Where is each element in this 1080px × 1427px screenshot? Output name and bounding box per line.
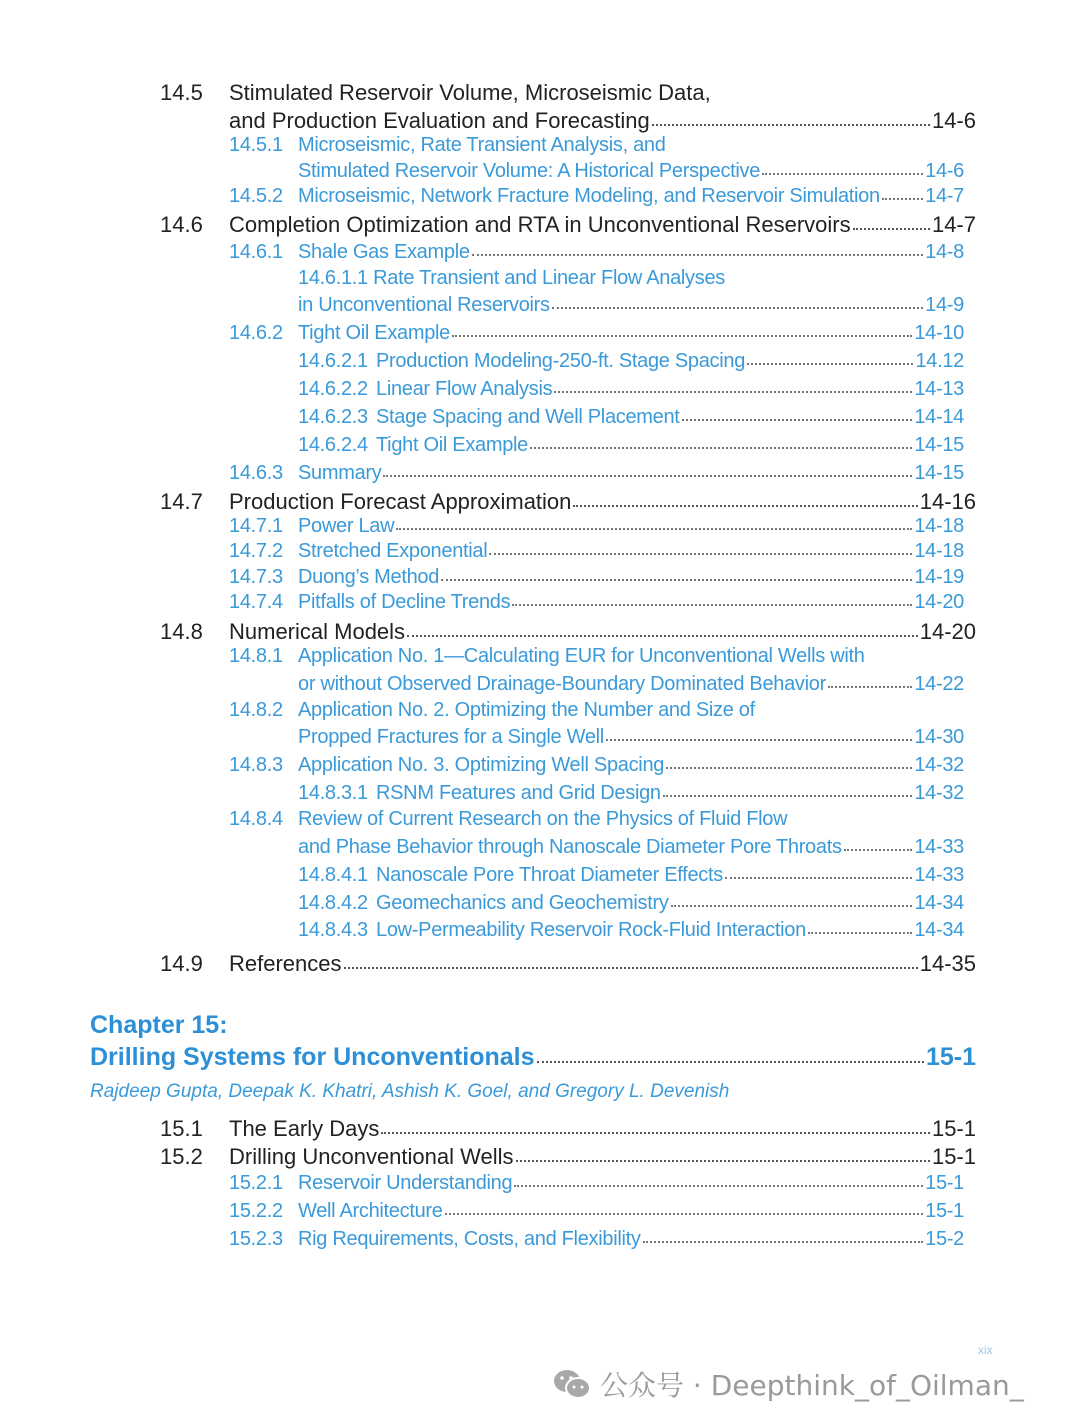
toc-entry-number: 14.6.2.2	[298, 378, 368, 400]
toc-entry	[298, 406, 964, 429]
toc-entry	[229, 1200, 964, 1223]
chapter-15-title-line	[90, 1043, 976, 1072]
toc-entry-number: 14.7.3	[229, 566, 283, 588]
toc-entry-title: Production Forecast Approximation	[229, 489, 572, 514]
dot-leader	[747, 363, 913, 365]
toc-entry	[160, 489, 976, 515]
toc-entry-number: 15.2.3	[229, 1228, 283, 1250]
toc-entry	[229, 322, 964, 345]
toc-entry-page: 14-20	[914, 591, 964, 613]
toc-entry-page: 14-34	[914, 892, 964, 914]
toc-entry-page: 14-33	[914, 836, 964, 858]
dot-leader	[530, 447, 912, 449]
toc-entry-number: 14.7.1	[229, 515, 283, 537]
toc-entry-title: References	[229, 951, 342, 976]
toc-entry-title: and Phase Behavior through Nanoscale Diameter Pore Throats	[298, 836, 842, 858]
toc-entry-page: 14.12	[915, 350, 964, 372]
toc-entry-title: Tight Oil Example	[376, 434, 528, 456]
toc-entry	[229, 540, 964, 563]
toc-entry	[160, 80, 711, 106]
toc-entry-number: 14.8.2	[229, 699, 283, 721]
dot-leader	[671, 905, 913, 907]
dot-leader	[652, 124, 930, 126]
toc-entry-title: Drilling Unconventional Wells	[229, 1144, 514, 1169]
toc-entry-number: 15.2.1	[229, 1172, 283, 1194]
dot-leader	[663, 795, 913, 797]
toc-entry-title: Summary	[298, 462, 382, 484]
dot-leader	[844, 849, 913, 851]
toc-entry-title: Shale Gas Example	[298, 241, 470, 263]
toc-entry-number: 14.6	[160, 212, 203, 237]
dot-leader	[472, 254, 923, 256]
dot-leader	[725, 877, 912, 879]
toc-entry-number: 14.6.3	[229, 462, 283, 484]
dot-leader	[606, 739, 912, 741]
toc-entry	[229, 134, 666, 157]
dot-leader	[441, 579, 912, 581]
toc-entry-page: 14-22	[914, 673, 964, 695]
page-folio: xix	[978, 1343, 993, 1357]
toc-entry-title: Power Law	[298, 515, 395, 537]
dot-leader	[514, 1185, 923, 1187]
toc-entry-page: 14-33	[914, 864, 964, 886]
toc-entry	[229, 108, 976, 134]
toc-entry-title: Microseismic, Network Fracture Modeling, and Reservoir Simulation	[298, 185, 880, 207]
toc-entry-page: 14-32	[914, 782, 964, 804]
toc-entry	[229, 645, 865, 668]
dot-leader	[512, 604, 912, 606]
dot-leader	[666, 767, 912, 769]
dot-leader	[516, 1160, 930, 1162]
toc-entry-title: The Early Days	[229, 1116, 380, 1141]
toc-entry-title: Review of Current Research on the Physics of Fluid Flow	[298, 808, 788, 830]
toc-entry-number: 14.8.3	[229, 754, 283, 776]
toc-entry-title: Application No. 1—Calculating EUR for Unconventional Wells with	[298, 645, 865, 667]
toc-entry	[298, 267, 725, 290]
dot-leader	[643, 1241, 924, 1243]
toc-entry	[229, 462, 964, 485]
toc-entry-page: 14-35	[919, 951, 976, 976]
toc-entry-title: Tight Oil Example	[298, 322, 450, 344]
toc-entry	[229, 699, 755, 722]
dot-leader	[552, 307, 923, 309]
toc-entry-number: 14.6.2	[229, 322, 283, 344]
toc-entry-page: 14-18	[914, 515, 964, 537]
toc-entry	[229, 754, 964, 777]
toc-entry	[160, 951, 976, 977]
toc-entry-title: and Production Evaluation and Forecasting	[229, 108, 650, 133]
toc-entry-title: in Unconventional Reservoirs	[298, 294, 550, 316]
toc-entry-title: Geomechanics and Geochemistry	[376, 892, 669, 914]
toc-entry-number: 14.8.4.1	[298, 864, 368, 886]
toc-entry-title: Low-Permeability Reservoir Rock-Fluid Interaction	[376, 919, 806, 941]
toc-entry-number: 14.6.2.4	[298, 434, 368, 456]
toc-entry-page: 14-13	[914, 378, 964, 400]
toc-entry-title: Stage Spacing and Well Placement	[376, 406, 680, 428]
toc-entry-title: Stretched Exponential	[298, 540, 488, 562]
toc-entry	[160, 1144, 976, 1170]
toc-entry-page: 14-7	[925, 185, 964, 207]
toc-entry-number: 14.8.1	[229, 645, 283, 667]
toc-entry	[298, 294, 964, 317]
toc-entry-title: Numerical Models	[229, 619, 406, 644]
toc-entry-page: 14-30	[914, 726, 964, 748]
toc-entry-title: Duong’s Method	[298, 566, 440, 588]
toc-entry-page: 14-8	[925, 241, 964, 263]
toc-entry-title: Stimulated Reservoir Volume, Microseismic Data,	[229, 80, 711, 105]
dot-leader	[381, 1132, 930, 1134]
toc-entry-page: 14-9	[925, 294, 964, 316]
toc-entry-number: 14.7.4	[229, 591, 283, 613]
toc-entry-number: 15.2.2	[229, 1200, 283, 1222]
toc-entry-title: 14.6.1.1 Rate Transient and Linear Flow Analyses	[298, 267, 725, 289]
toc-entry-page: 14-14	[914, 406, 964, 428]
toc-entry-page: 14-6	[925, 160, 964, 182]
toc-entry-number: 14.5.1	[229, 134, 283, 156]
toc-entry	[160, 619, 976, 645]
dot-leader	[383, 475, 912, 477]
toc-entry-number: 14.8	[160, 619, 203, 644]
toc-entry-title: Microseismic, Rate Transient Analysis, and	[298, 134, 666, 156]
dot-leader	[344, 967, 918, 969]
toc-entry-page: 14-32	[914, 754, 964, 776]
dot-leader	[452, 335, 912, 337]
toc-entry-number: 14.8.4.3	[298, 919, 368, 941]
dot-leader	[762, 173, 923, 175]
chapter-15-title: Drilling Systems for Unconventionals	[90, 1043, 535, 1071]
dot-leader	[407, 635, 918, 637]
dot-leader	[445, 1213, 924, 1215]
dot-leader	[537, 1061, 924, 1063]
toc-entry-title: Well Architecture	[298, 1200, 443, 1222]
toc-entry	[229, 566, 964, 589]
toc-entry-number: 14.8.3.1	[298, 782, 368, 804]
toc-entry-page: 14-34	[914, 919, 964, 941]
toc-entry	[229, 1172, 964, 1195]
toc-entry	[298, 726, 964, 749]
toc-entry	[298, 892, 964, 915]
toc-entry-page: 14-15	[914, 462, 964, 484]
dot-leader	[808, 932, 912, 934]
toc-entry-number: 14.5	[160, 80, 203, 105]
toc-entry-number: 14.9	[160, 951, 203, 976]
toc-entry	[229, 515, 964, 538]
toc-entry-page: 14-6	[931, 108, 976, 133]
toc-entry-page: 15-1	[925, 1200, 964, 1222]
toc-entry-page: 14-18	[914, 540, 964, 562]
toc-entry	[298, 160, 964, 183]
dot-leader	[882, 198, 923, 200]
toc-entry-title: Pitfalls of Decline Trends	[298, 591, 511, 613]
toc-entry-title: or without Observed Drainage-Boundary Dominated Behavior	[298, 673, 826, 695]
toc-entry-number: 14.6.2.3	[298, 406, 368, 428]
dot-leader	[554, 391, 912, 393]
chapter-15-authors: Rajdeep Gupta, Deepak K. Khatri, Ashish K. Goel, and Gregory L. Devenish	[90, 1081, 730, 1102]
toc-entry	[298, 782, 964, 805]
toc-entry	[229, 808, 787, 831]
toc-entry	[298, 919, 964, 942]
toc-entry-page: 14-15	[914, 434, 964, 456]
toc-entry-page: 15-1	[931, 1144, 976, 1169]
toc-entry-number: 14.5.2	[229, 185, 283, 207]
toc-entry	[298, 350, 964, 373]
toc-entry	[160, 212, 976, 238]
watermark	[552, 1364, 1024, 1404]
toc-entry-title: Rig Requirements, Costs, and Flexibility	[298, 1228, 641, 1250]
wechat-icon	[552, 1368, 592, 1400]
toc-entry-page: 14-19	[914, 566, 964, 588]
toc-entry-title: Application No. 3. Optimizing Well Spacing	[298, 754, 665, 776]
toc-entry-page: 15-1	[925, 1172, 964, 1194]
toc-entry-number: 14.7	[160, 489, 203, 514]
toc-entry	[229, 1228, 964, 1251]
toc-entry-page: 15-2	[925, 1228, 964, 1250]
toc-entry	[298, 378, 964, 401]
toc-entry	[298, 434, 964, 457]
toc-entry-number: 14.7.2	[229, 540, 283, 562]
toc-entry	[229, 241, 964, 264]
dot-leader	[828, 686, 912, 688]
toc-entry-page: 14-20	[919, 619, 976, 644]
toc-entry-title: Reservoir Understanding	[298, 1172, 513, 1194]
dot-leader	[573, 505, 917, 507]
toc-entry-page: 14-7	[931, 212, 976, 237]
toc-entry-number: 15.2	[160, 1144, 203, 1169]
toc-entry-title: Production Modeling-250-ft. Stage Spacing	[376, 350, 746, 372]
toc-entry-page: 15-1	[931, 1116, 976, 1141]
toc-entry	[298, 836, 964, 859]
toc-entry-title: Completion Optimization and RTA in Unconventional Reservoirs	[229, 212, 851, 237]
dot-leader	[853, 228, 930, 230]
dot-leader	[396, 528, 912, 530]
toc-entry	[229, 591, 964, 614]
toc-entry-title: Stimulated Reservoir Volume: A Historical Perspective	[298, 160, 761, 182]
toc-entry-page: 14-10	[914, 322, 964, 344]
toc-entry-page: 14-16	[919, 489, 976, 514]
toc-entry-title: Propped Fractures for a Single Well	[298, 726, 604, 748]
toc-entry-number: 15.1	[160, 1116, 203, 1141]
toc-entry	[229, 185, 964, 208]
toc-entry-number: 14.6.2.1	[298, 350, 368, 372]
toc-entry-number: 14.8.4.2	[298, 892, 368, 914]
toc-entry	[298, 673, 964, 696]
dot-leader	[489, 553, 912, 555]
toc-entry-title: Nanoscale Pore Throat Diameter Effects	[376, 864, 723, 886]
toc-entry-title: Application No. 2. Optimizing the Number and Size of	[298, 699, 755, 721]
toc-entry-title: Linear Flow Analysis	[376, 378, 553, 400]
chapter-15-label: Chapter 15:	[90, 1011, 228, 1039]
chapter-15-page: 15-1	[925, 1043, 976, 1071]
toc-entry	[160, 1116, 976, 1142]
dot-leader	[682, 419, 913, 421]
toc-entry-number: 14.8.4	[229, 808, 283, 830]
toc-entry-title: RSNM Features and Grid Design	[376, 782, 661, 804]
toc-entry	[298, 864, 964, 887]
watermark-text: 公众号 · Deepthink_of_Oilman_	[600, 1369, 1024, 1402]
toc-entry-number: 14.6.1	[229, 241, 283, 263]
